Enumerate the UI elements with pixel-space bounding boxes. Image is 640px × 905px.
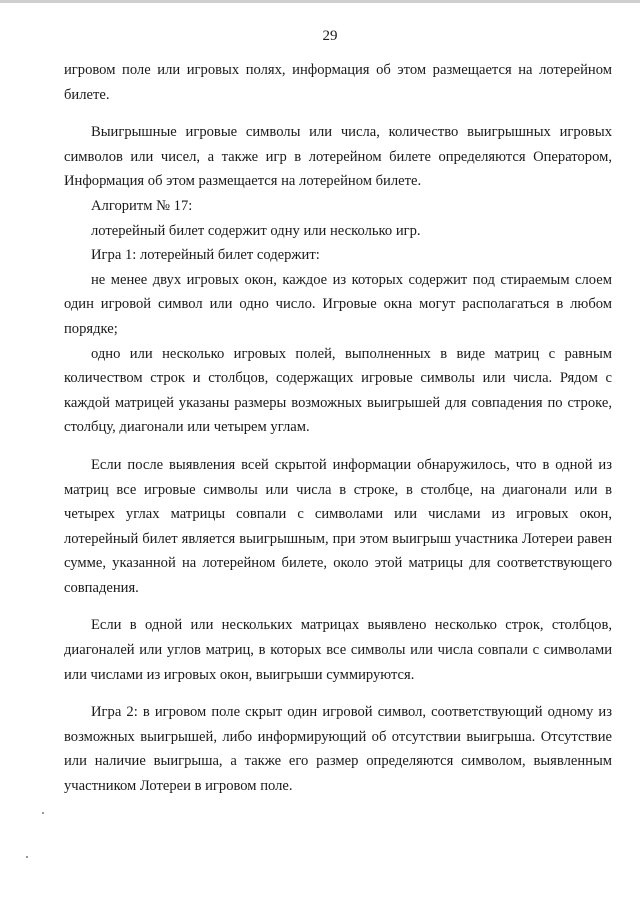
document-body (64, 58, 612, 799)
scan-speck (42, 812, 44, 814)
paragraph-ticket-games: лотерейный билет содержит одну или несколько игр. (91, 222, 421, 239)
scan-top-edge (0, 0, 640, 3)
paragraph-winning-condition: Если после выявления всей скрытой информации обнаружилось, что в одной из матриц все игровые символы или числа в строке, в столбце, на диагонали или в четырех углах матрицы совпали с символами или числами из игровых окон, лотерейный билет является выигрышным, при этом выигрыш участника Лотереи равен сумме, указанной на лотерейном билете, около этой матрицы для соответствующего совпадения. (64, 456, 612, 596)
paragraph-algorithm-heading: Алгоритм № 17: (91, 197, 193, 214)
paragraph-game-2: Игра 2: в игровом поле скрыт один игровой символ, соответствующий одному из возможных выигрышей, либо информирующий об отсутствии выигрыша. Отсутствие или наличие выигрыша, а также его размер определяются символом, выявленным участником Лотереи в игровом поле. (64, 704, 612, 795)
paragraph-game-1-heading: Игра 1: лотерейный билет содержит: (91, 247, 320, 264)
paragraph-game-fields: одно или несколько игровых полей, выполненных в виде матриц с равным количеством строк и столбцов, содержащих игровые символы или числа. Рядом с каждой матрицей указаны размеры возможных выигрышей для совпадения по строке, столбцу, диагонали или четырем углам. (64, 345, 612, 436)
paragraph-continuation: игровом поле или игровых полях, информация об этом размещается на лотерейном билете. (64, 62, 612, 103)
paragraph-winning-symbols: Выигрышные игровые символы или числа, количество выигрышных игровых символов или чисел, а также игр в лотерейном билете определяются Оператором, Информация об этом размещается на лотерейном билете. (64, 124, 612, 190)
scan-speck (26, 856, 28, 858)
paragraph-game-windows: не менее двух игровых окон, каждое из которых содержит под стираемым слоем один игровой символ или одно число. Игровые окна могут располагаться в любом порядке; (64, 271, 612, 337)
paragraph-winnings-summed: Если в одной или нескольких матрицах выявлено несколько строк, столбцов, диагоналей или углов матриц, в которых все символы или числа совпали с символами или числами из игровых окон, выигрыши суммируются. (64, 617, 612, 683)
page-number: 29 (322, 28, 338, 44)
